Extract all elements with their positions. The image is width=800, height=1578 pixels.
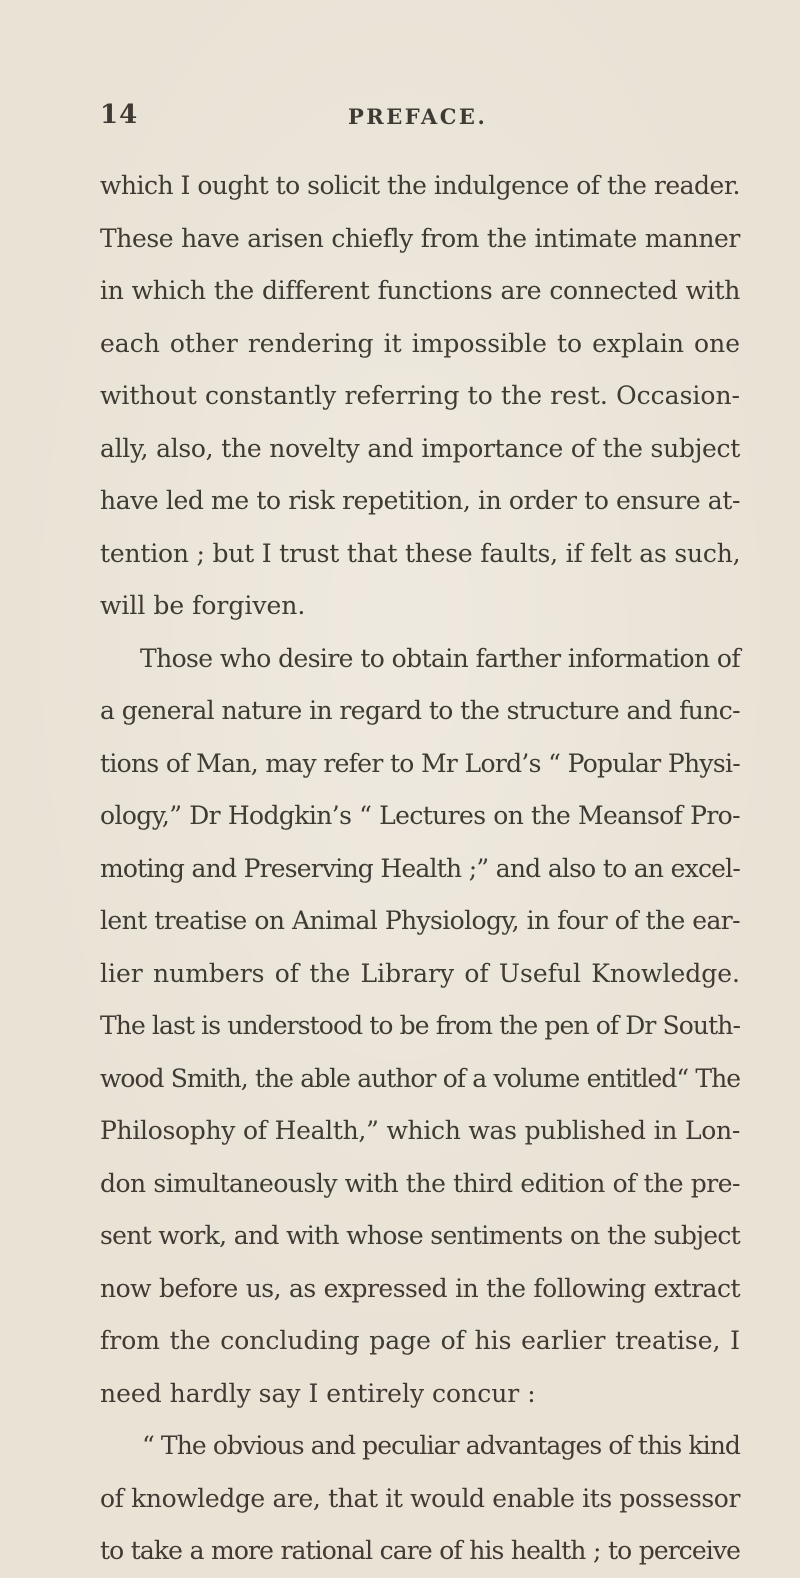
text-line: from the concluding page of his earlier treatise, I xyxy=(100,1326,740,1355)
text-line: wood Smith, the able author of a volume entitled“ The xyxy=(100,1063,740,1093)
text-line: tention ; but I trust that these faults, if felt as such, xyxy=(100,538,741,568)
text-line: lent treatise on Animal Physiology, in four of the ear- xyxy=(100,906,740,935)
text-line: in which the different functions are connected with xyxy=(100,276,740,305)
text-line: a general nature in regard to the structure and func- xyxy=(100,696,740,725)
text-line: without constantly referring to the rest. Occasion- xyxy=(100,381,740,410)
text-line: ology,” Dr Hodgkin’s “ Lectures on the Meansof Pro- xyxy=(100,801,740,830)
text-line: need hardly say I entirely concur : xyxy=(100,1378,536,1408)
text-line: to take a more rational care of his health ; to perceive xyxy=(100,1536,740,1565)
page-number: 14 xyxy=(100,100,139,130)
quotation-paragraph xyxy=(100,1420,740,1578)
text-line: sent work, and with whose sentiments on the subject xyxy=(100,1221,740,1250)
text-line: ally, also, the novelty and importance of the subject xyxy=(100,433,740,463)
text-line: now before us, as expressed in the following extract xyxy=(100,1273,740,1303)
text-line: The last is understood to be from the pen of Dr South- xyxy=(100,1011,740,1040)
text-line: don simultaneously with the third edition of the pre- xyxy=(100,1168,740,1198)
text-line: “ The obvious and peculiar advantages of this kind xyxy=(142,1431,740,1460)
text-line: have led me to risk repetition, in order to ensure at- xyxy=(100,486,740,515)
body-text xyxy=(100,160,740,1578)
paragraph xyxy=(100,160,740,633)
text-line: tions of Man, may refer to Mr Lord’s “ Popular Physi- xyxy=(100,748,740,778)
running-head: PREFACE. xyxy=(348,104,488,129)
text-line: lier numbers of the Library of Useful Knowledge. xyxy=(100,958,740,988)
text-line: Philosophy of Health,” which was published in Lon- xyxy=(100,1116,740,1145)
text-line: moting and Preserving Health ;” and also to an excel- xyxy=(100,853,740,883)
page-header xyxy=(100,100,720,140)
text-line: will be forgiven. xyxy=(100,591,306,620)
text-line: each other rendering it impossible to explain one xyxy=(100,328,740,358)
text-line: of knowledge are, that it would enable its possessor xyxy=(100,1483,740,1513)
text-line: These have arisen chiefly from the intimate manner xyxy=(100,223,740,253)
text-line: which I ought to solicit the indulgence of the reader. xyxy=(100,171,740,200)
paragraph xyxy=(100,633,740,1421)
text-line: Those who desire to obtain farther information of xyxy=(140,643,740,673)
